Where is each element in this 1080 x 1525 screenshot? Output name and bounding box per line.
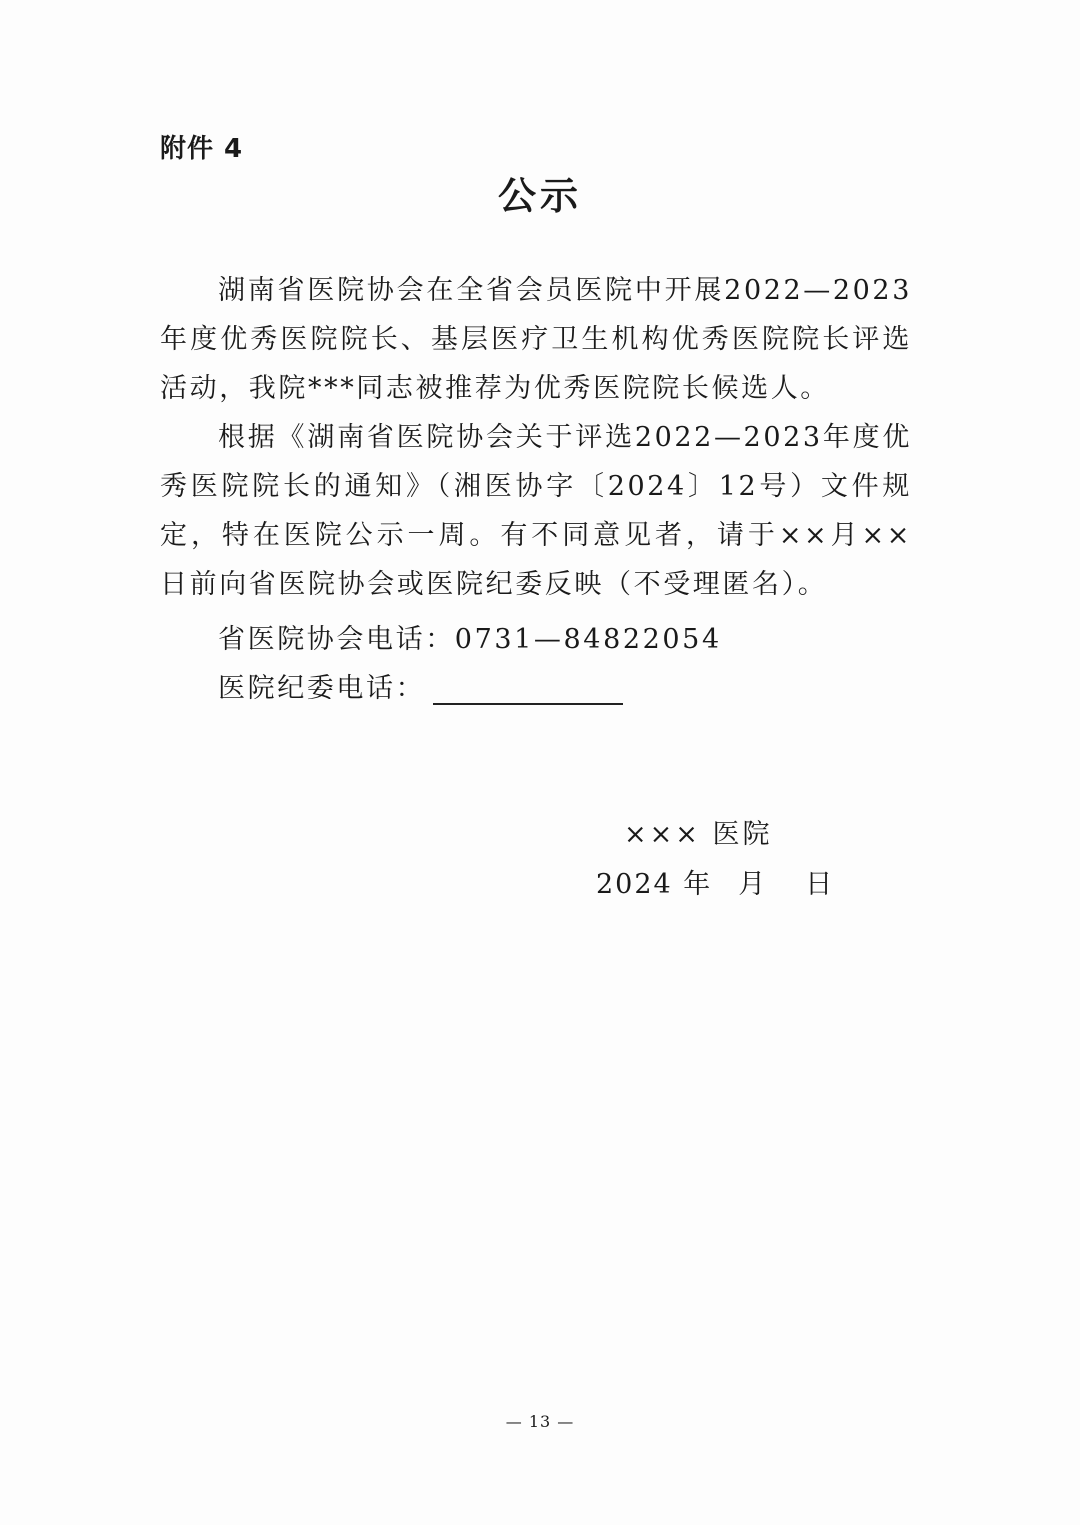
page-number: — 13 — (505, 1412, 575, 1431)
document-title: 公示 (497, 174, 582, 218)
paragraph-nomination: 湖南省医院协会在全省会员医院中开展2022—2023年度优秀医院院长、基层医疗卫生机构优秀医院院长评选活动，我院***同志被推荐为优秀医院院长候选人。 (160, 275, 912, 404)
signature-organization: ××× 医院 (624, 819, 773, 850)
commission-phone (218, 666, 623, 705)
document-body (160, 266, 912, 609)
association-phone: 省医院协会电话：0731—84822054 (218, 624, 722, 655)
commission-phone-label: 医院纪委电话： (218, 673, 426, 704)
signature-date (596, 862, 834, 901)
signature-day: 日 (805, 869, 835, 900)
paragraph-publicity-notice: 根据《湖南省医院协会关于评选2022—2023年度优秀医院院长的通知》（湘医协字〔2024〕12号）文件规定，特在医院公示一周。有不同意见者，请于××月××日前向省医院协会或医院纪委反映（不受理匿名）。 (160, 422, 912, 600)
signature-month: 月 (738, 869, 768, 900)
blank-phone-line (433, 675, 623, 705)
attachment-label: 附件 4 (160, 134, 244, 164)
signature-year: 2024 年 (596, 869, 713, 900)
